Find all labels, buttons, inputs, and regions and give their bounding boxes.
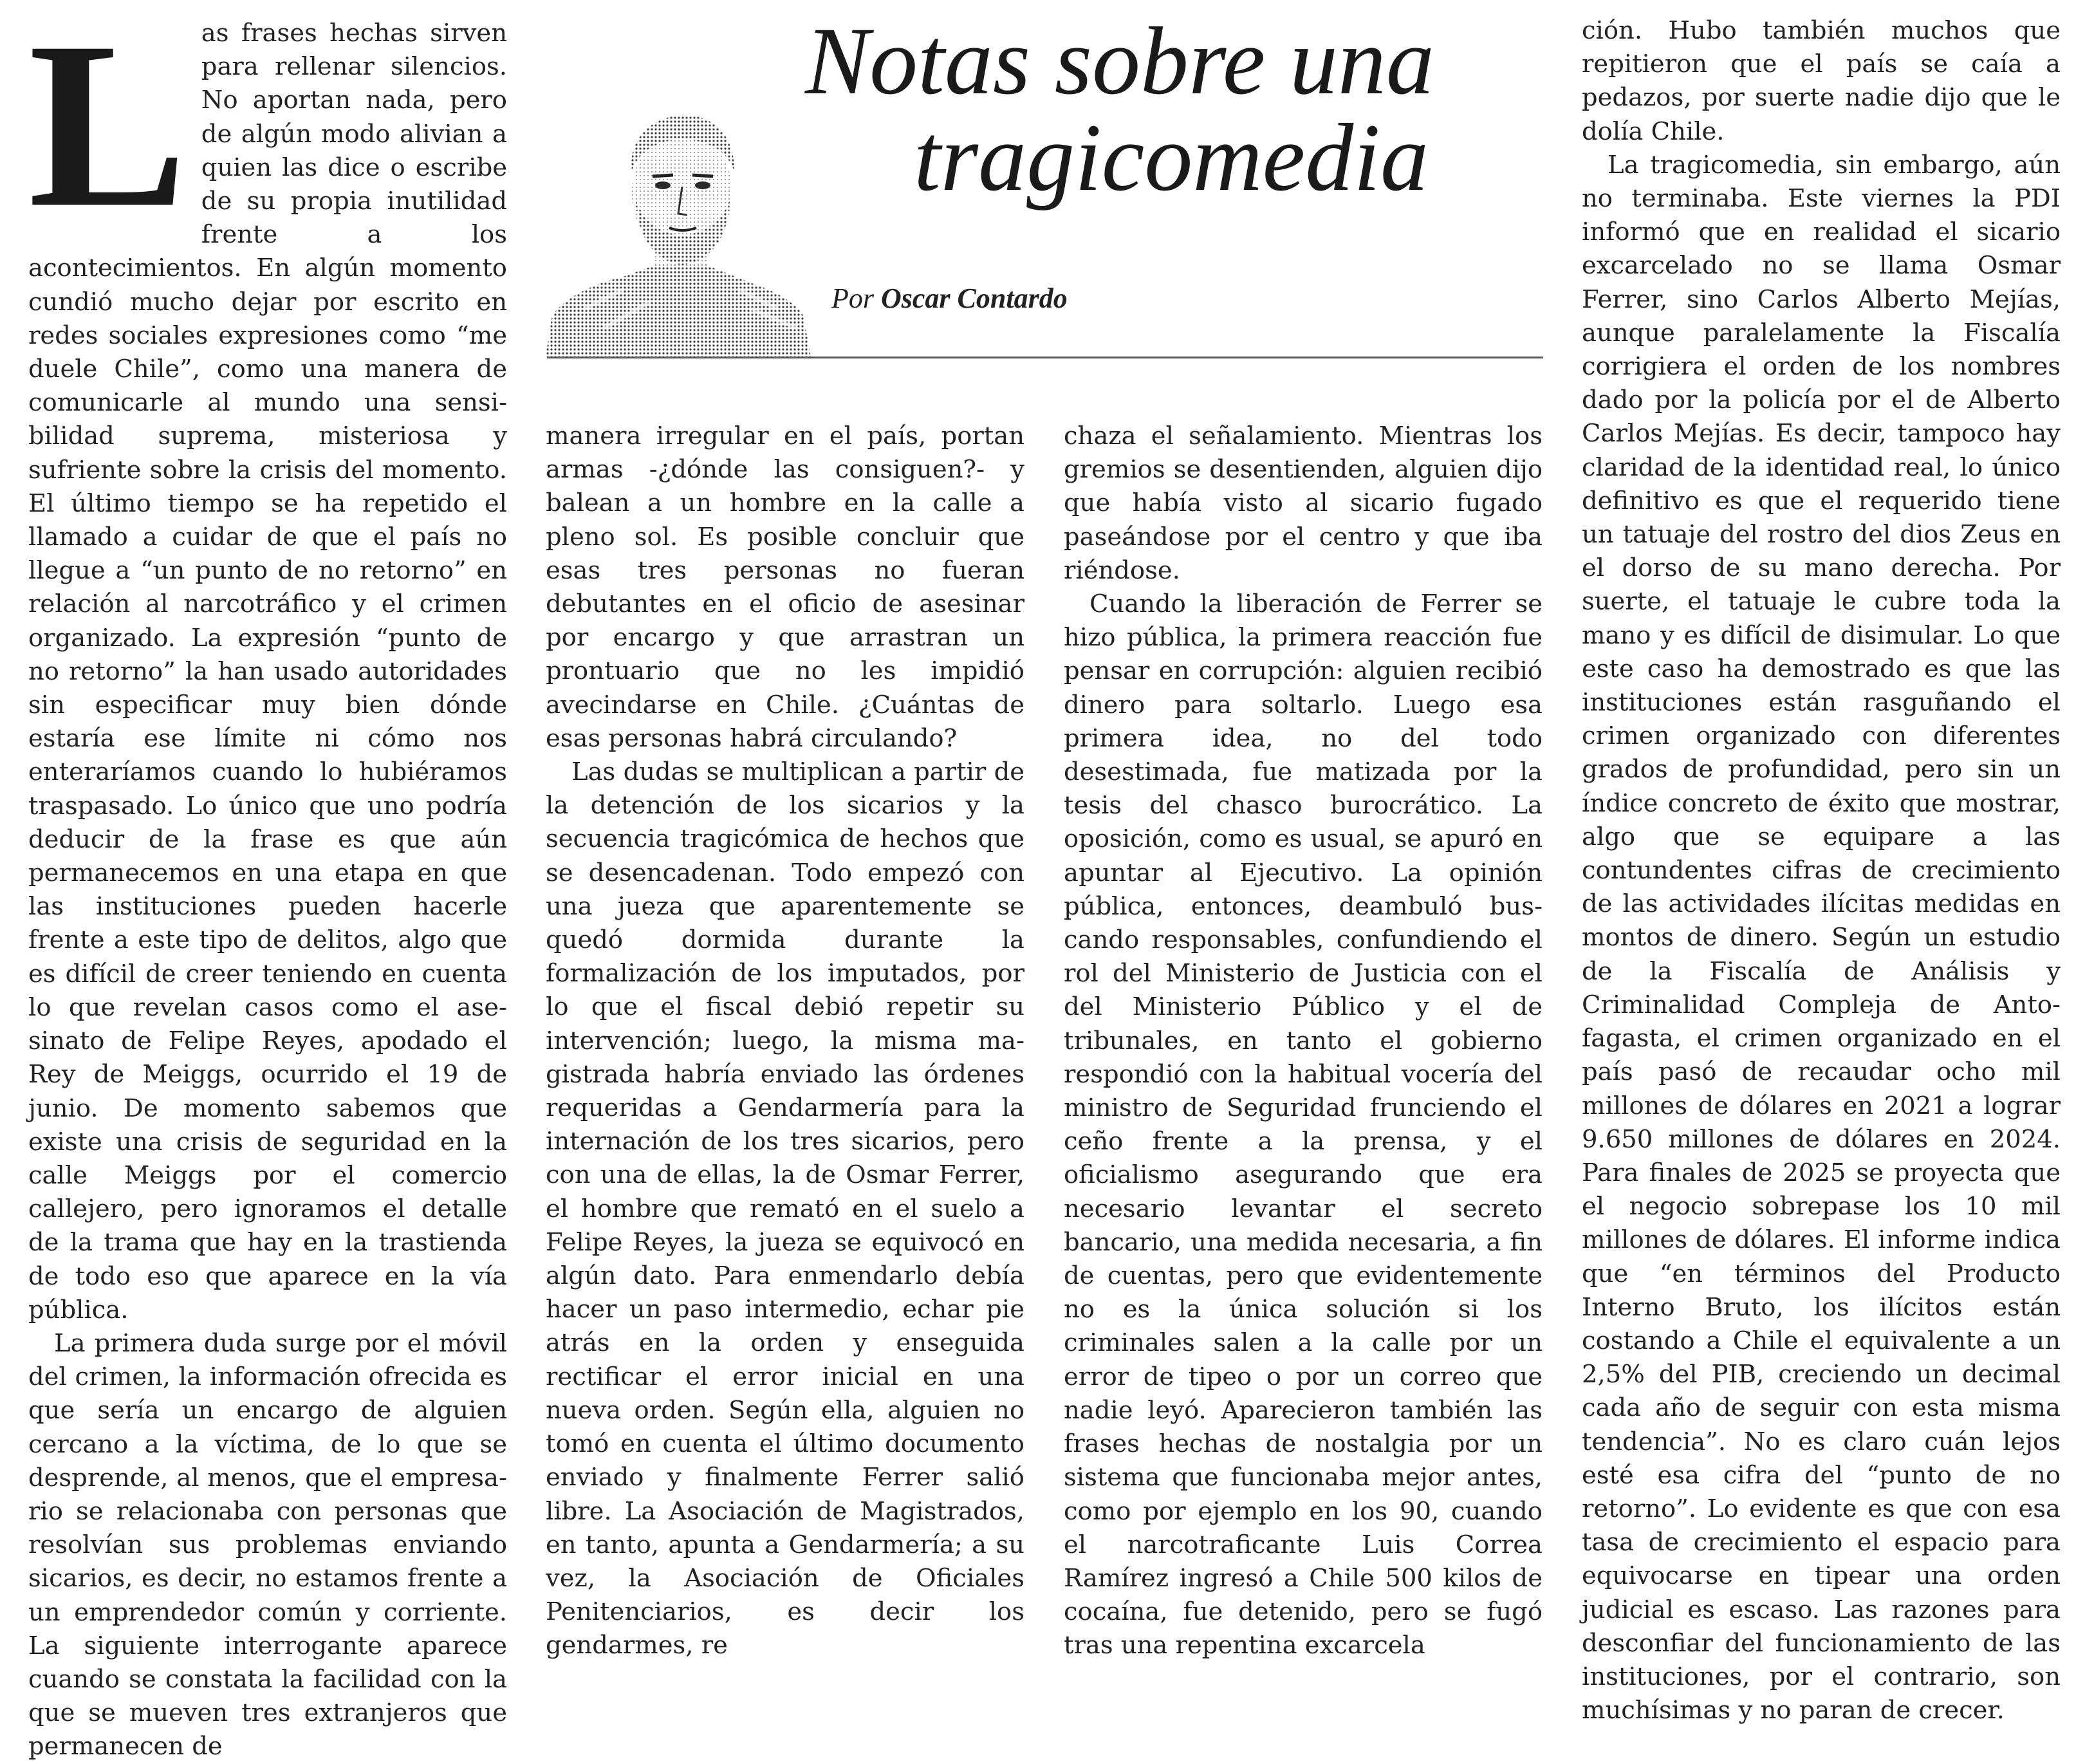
paragraph: Las dudas se multiplican a partir de la detención de los sicarios y la secuencia tragicómica de hechos que se desencadenan. Todo empezó con una jueza que aparentemente se quedó dormida durante la formalización de los imputados, por lo que el fiscal debió repetir su intervención; luego, la misma magistrada habría enviado las órdenes requeridas a Gendarmería para la internación de los tres sicarios, pero con una de ellas, la de Osmar Ferrer, el hombre que remató en el suelo a Felipe Reyes, la jueza se equivocó en algún dato. Para enmendarlo debía hacer un paso intermedio, echar pie atrás en la orden y enseguida rectificar el error inicial en una nueva orden. Según ella, alguien no tomó en cuenta el último documento enviado y finalmente Ferrer salió libre. La Asociación de Magistrados, en tanto, apunta a Gendarmería; a su vez, la Asociación de Oficiales Penitenciarios, es decir los gendarmes, re: [546, 757, 1024, 1660]
article-column-3: [1064, 420, 1543, 1663]
header-rule: [547, 357, 1543, 358]
author-portrait: [546, 97, 835, 357]
headline-line-2: tragicomedia: [914, 104, 1429, 211]
paragraph: manera irregular en el país, portan armas -¿dónde las consiguen?- y balean a un hombre en la calle a pleno sol. Es posible concluir que esas tres personas no fueran debutantes en el oficio de asesinar por encargo y que arrastran un prontuario que no les impidió avecindarse en Chile. ¿Cuántas de esas personas habrá circulando?: [546, 422, 1024, 753]
paragraph: ción. Hubo también muchos que repitieron que el país se caía a pedazos, por suerte nadie dijo que le dolía Chile.: [1582, 16, 2061, 146]
paragraph: Cuando la liberación de Ferrer se hizo pública, la primera reacción fue pensar en corrupción: alguien recibió dinero para soltarlo. Luego esa primera idea, no del todo desestimada, fue matizada por la tesis del chasco burocrático. La oposición, como es usual, se apuró en apuntar al Ejecutivo. La opinión pública, entonces, deambuló buscando responsables, confundiendo el rol del Ministerio de Justicia con el del Ministerio Público y el de tribunales, en tanto el gobierno respondió con la habitual vocería del ministro de Seguridad frunciendo el ceño frente a la prensa, y el oficialismo asegurando que era necesario levantar el secreto bancario, una medida necesaria, a fin de cuentas, pero que evidentemente no es la única solución si los criminales salen a la calle por un error de tipeo o por un correo que nadie leyó. Aparecieron también las frases hechas de nostalgia por un sistema que funcionaba mejor antes, como por ejemplo en los 90, cuando el narcotraficante Luis Correa Ramírez ingresó a Chile 500 kilos de cocaína, fue detenido, pero se fugó tras una repentina excarcela: [1064, 590, 1543, 1660]
byline-author: Oscar Contardo: [881, 283, 1068, 314]
paragraph: La primera duda surge por el móvil del crimen, la información ofrecida es que sería un encargo de alguien cercano a la víctima, de lo que se desprende, al menos, que el empresario se relacionaba con personas que resolvían sus problemas enviando sicarios, es decir, no estamos frente a un emprendedor común y corriente. La siguiente interrogante aparece cuando se constata la facilidad con la que se mueven tres extranjeros que permanecen de: [28, 1328, 507, 1761]
paragraph: [28, 0, 507, 1327]
byline: [831, 282, 1068, 315]
article-column-2: [546, 420, 1024, 1663]
byline-prefix: Por: [831, 283, 874, 314]
drop-cap: L: [28, 0, 187, 257]
paragraph: La tragicomedia, sin embargo, aún no terminaba. Este viernes la PDI informó que en realidad el sicario excarcelado no se llama Osmar Ferrer, sino Carlos Alberto Mejías, aunque paralelamente la Fiscalía corrigiera el orden de los nombres dado por la policía por el de Alberto Carlos Mejías. Es decir, tampoco hay claridad de la identidad real, lo único definitivo es que el requerido tiene un tatuaje del rostro del dios Zeus en el dorso de su mano derecha. Por suerte, el tatuaje le cubre toda la mano y es difícil de disimular. Lo que este caso ha demostrado es que las instituciones están rasguñando el crimen organizado con diferentes grados de profundidad, pero sin un índice concreto de éxito que mostrar, algo que se equipare a las contundentes cifras de crecimiento de las actividades ilícitas medidas en montos de dinero. Según un estudio de la Fiscalía de Análisis y Criminalidad Compleja de Antofagasta, el crimen organizado en el país pasó de recaudar ocho mil millones de dólares en 2021 a lograr 9.650 millones de dólares en 2024. Para finales de 2025 se proyecta que el negocio sobrepase los 10 mil millones de dólares. El informe indica que “en términos del Producto Interno Bruto, los ilícitos están costando a Chile el equivalente a un 2,5% del PIB, creciendo un decimal cada año de seguir con esta misma tendencia”. No es claro cuán lejos esté esa cifra del “punto de no retorno”. Lo evidente es que con esa tasa de crecimiento el espacio para equivocarse en tipear una orden judicial es escaso. Las razones para desconfiar del funcionamiento de las instituciones, por el contrario, son muchísimas y no paran de crecer.: [1582, 150, 2061, 1725]
article-column-4: [1582, 14, 2061, 1727]
paragraph: chaza el señalamiento. Mientras los gremios se desentienden, alguien dijo que había visto al sicario fugado paseándose por el centro y que iba riéndose.: [1064, 422, 1543, 585]
paragraph-text: as frases hechas sirven para rellenar silencios. No aportan nada, pero de algún modo alivian a quien las dice o escribe de su propia inutilidad frente a los acontecimientos. En algún momento cundió mucho dejar por escrito en redes sociales expresiones como “me duele Chile”, como una manera de comunicarle al mundo una sensibilidad suprema, misteriosa y sufriente sobre la crisis del momento. El último tiempo se ha repetido el llamado a cuidar de que el país no llegue a “un punto de no retorno” en relación al narcotráfico y el crimen organizado. La expresión “punto de no retorno” la han usado autoridades sin especificar muy bien dónde estaría ese límite ni cómo nos enteraríamos cuando lo hubiéramos traspasado. Lo único que uno podría deducir de la frase es que aún permanecemos en una etapa en que las instituciones pueden hacerle frente a este tipo de delitos, algo que es difícil de creer teniendo en cuenta lo que revelan casos como el asesinato de Felipe Reyes, apodado el Rey de Meiggs, ocurrido el 19 de junio. De momento sabemos que existe una crisis de seguridad en la calle Meiggs por el comercio callejero, pero ignoramos el detalle de la trama que hay en la trastienda de todo eso que aparece en la vía pública.: [28, 19, 507, 1324]
article-column-1: [28, 0, 507, 1764]
headline-line-1: Notas sobre una: [805, 8, 1434, 115]
